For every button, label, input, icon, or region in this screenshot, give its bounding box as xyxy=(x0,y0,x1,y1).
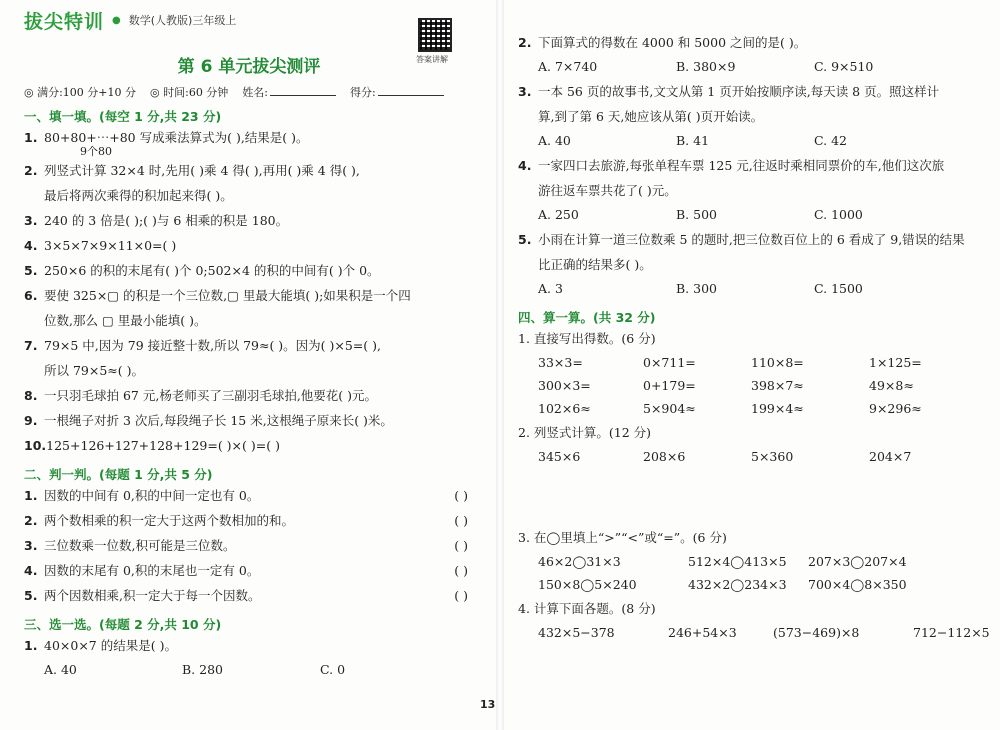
choose-options xyxy=(518,277,980,301)
question-text: 三位数乘一位数,积可能是三位数。 xyxy=(44,538,236,553)
judge-question xyxy=(24,508,474,533)
option-a[interactable]: A. 40 xyxy=(44,662,77,677)
question-number: 4. xyxy=(518,158,532,173)
question-text: 因数的末尾有 0,积的末尾也一定有 0。 xyxy=(44,563,260,578)
question-text: 下面算式的得数在 4000 和 5000 之间的是( )。 xyxy=(538,35,807,50)
vertical-calc-item[interactable]: 5×360 xyxy=(751,449,794,464)
brace-label: 9个80 xyxy=(80,145,112,158)
choose-options-1 xyxy=(24,658,474,682)
mixed-calc-item[interactable]: (573−469)×8 xyxy=(773,625,860,640)
question-text[interactable]: 80+80+⋯+80 写成乘法算式为( ),结果是( )。 xyxy=(44,130,309,145)
page-title: 第 6 单元拔尖测评 xyxy=(177,57,321,77)
question-text-cont: 算,到了第 6 天,她应该从第( )页开始读。 xyxy=(538,109,764,124)
mixed-calc-item[interactable]: 712−112×5 xyxy=(913,625,990,640)
choose-question xyxy=(518,79,980,129)
fill-question xyxy=(24,158,474,208)
question-number: 2. xyxy=(518,35,532,50)
page-number: 13 xyxy=(480,698,496,711)
choose-question xyxy=(518,227,980,277)
judge-question xyxy=(24,533,474,558)
fill-question xyxy=(24,233,474,258)
question-text: 两个因数相乘,积一定大于每一个因数。 xyxy=(44,588,261,603)
fill-question xyxy=(24,408,474,433)
direct-calc-grid xyxy=(518,351,980,420)
option[interactable]: A. 3 xyxy=(538,281,563,296)
question-text[interactable]: 79×5 中,因为 79 接近整十数,所以 79≈( )。因为( )×5=( ), xyxy=(44,338,382,353)
vertical-calc-grid xyxy=(518,445,980,525)
fill-questions xyxy=(24,125,474,458)
question-number: 2. xyxy=(24,513,38,528)
score-field[interactable]: 得分: xyxy=(350,84,444,100)
option[interactable]: C. 1000 xyxy=(814,207,863,222)
question-text-cont: 游往返车票共花了( )元。 xyxy=(538,183,677,198)
fill-question xyxy=(24,333,474,383)
question-text[interactable]: 3×5×7×9×11×0=( ) xyxy=(44,238,177,253)
brand-logo: 拔尖特训 xyxy=(24,10,105,33)
option[interactable]: C. 42 xyxy=(814,133,847,148)
judge-question xyxy=(24,483,474,508)
header xyxy=(24,8,474,32)
calc-q3-title: 3. 在◯里填上“>”“<”或“=”。(6 分) xyxy=(518,530,727,545)
name-field[interactable]: 姓名: xyxy=(242,84,336,100)
question-text: 小雨在计算一道三位数乘 5 的题时,把三位数百位上的 6 看成了 9,错误的结果 xyxy=(538,232,965,247)
question-text-cont[interactable]: 位数,那么 ▢ 里最小能填( )。 xyxy=(44,313,207,328)
fill-question xyxy=(24,258,474,283)
direct-calc-item[interactable]: 102×6≈ xyxy=(538,401,591,416)
question-text: 因数的中间有 0,积的中间一定也有 0。 xyxy=(44,488,260,503)
question-number: 4. xyxy=(24,563,38,578)
question-number: 5. xyxy=(518,232,532,247)
book-gutter xyxy=(496,0,504,730)
question-number: 5. xyxy=(24,588,38,603)
question-text: 一家四口去旅游,每张单程车票 125 元,往返时乘相同票价的车,他们这次旅 xyxy=(538,158,945,173)
question-text-cont[interactable]: 最后将两次乘得的积加起来得( )。 xyxy=(44,188,233,203)
option[interactable]: B. 300 xyxy=(676,281,717,296)
direct-calc-item[interactable]: 33×3= xyxy=(538,355,583,370)
direct-calc-item[interactable]: 110×8= xyxy=(751,355,804,370)
question-text: 一本 56 页的故事书,文文从第 1 页开始按顺序读,每天读 8 页。照这样计 xyxy=(538,84,940,99)
vertical-calc-item[interactable]: 345×6 xyxy=(538,449,581,464)
choose-options xyxy=(518,55,980,79)
question-number: 2. xyxy=(24,163,38,178)
answer-blank[interactable]: ( ) xyxy=(454,588,468,603)
answer-blank[interactable]: ( ) xyxy=(454,488,468,503)
option[interactable]: C. 1500 xyxy=(814,281,863,296)
fill-question xyxy=(24,383,474,408)
option-b[interactable]: B. 280 xyxy=(182,662,223,677)
book-subtitle: 数学(人教版)三年级上 xyxy=(128,14,237,27)
direct-calc-item[interactable]: 49×8≈ xyxy=(869,378,914,393)
question-number: 1. xyxy=(24,488,38,503)
dot-icon: ● xyxy=(112,14,121,26)
fill-question xyxy=(24,283,474,333)
question-number: 9. xyxy=(24,413,38,428)
option[interactable]: A. 7×740 xyxy=(538,59,598,74)
test-meta xyxy=(24,80,474,100)
choose-question-1: 1. 40×0×7 的结果是( )。 xyxy=(24,638,177,653)
answer-blank[interactable]: ( ) xyxy=(454,563,468,578)
section-choose: 三、选一选。(每题 2 分,共 10 分) xyxy=(24,617,222,632)
direct-calc-item[interactable]: 398×7≈ xyxy=(751,378,804,393)
option[interactable]: A. 250 xyxy=(538,207,579,222)
direct-calc-item[interactable]: 199×4≈ xyxy=(751,401,804,416)
compare-item[interactable]: 46×2◯31×3 xyxy=(538,554,621,569)
answer-blank[interactable]: ( ) xyxy=(454,513,468,528)
section-judge: 二、判一判。(每题 1 分,共 5 分) xyxy=(24,467,213,482)
direct-calc-item[interactable]: 0×711= xyxy=(643,355,696,370)
option[interactable]: B. 41 xyxy=(676,133,710,148)
option[interactable]: B. 380×9 xyxy=(676,59,736,74)
calc-q1-title: 1. 直接写出得数。(6 分) xyxy=(518,331,656,346)
direct-calc-item[interactable]: 5×904≈ xyxy=(643,401,696,416)
qr-label: 答案讲解 xyxy=(416,55,448,64)
choose-options xyxy=(518,129,980,153)
question-text[interactable]: 列竖式计算 32×4 时,先用( )乘 4 得( ),再用( )乘 4 得( ), xyxy=(44,163,360,178)
question-number: 6. xyxy=(24,288,38,303)
fill-question xyxy=(24,125,474,158)
calc-q2-title: 2. 列竖式计算。(12 分) xyxy=(518,425,652,440)
question-text[interactable]: 一根绳子对折 3 次后,每段绳子长 15 米,这根绳子原来长( )米。 xyxy=(44,413,393,428)
fill-question xyxy=(24,433,474,458)
answer-blank[interactable]: ( ) xyxy=(454,538,468,553)
vertical-calc-item[interactable]: 204×7 xyxy=(869,449,912,464)
right-page xyxy=(504,0,1000,645)
compare-item[interactable]: 700×4◯8×350 xyxy=(808,577,907,592)
mixed-calc-item[interactable]: 246+54×3 xyxy=(668,625,737,640)
compare-item[interactable]: 432×2◯234×3 xyxy=(688,577,787,592)
question-number: 7. xyxy=(24,338,38,353)
question-text[interactable]: 要使 325×▢ 的积是一个三位数,▢ 里最大能填( );如果积是一个四 xyxy=(44,288,411,303)
compare-item[interactable]: 207×3◯207×4 xyxy=(808,554,907,569)
qr-code-icon[interactable] xyxy=(418,18,452,52)
mixed-calc-item[interactable]: 432×5−378 xyxy=(538,625,615,640)
question-number: 8. xyxy=(24,388,38,403)
question-text[interactable]: 一只羽毛球拍 67 元,杨老师买了三副羽毛球拍,他要花( )元。 xyxy=(44,388,378,403)
left-page xyxy=(0,0,496,682)
vertical-calc-item[interactable]: 208×6 xyxy=(643,449,686,464)
compare-item[interactable]: 512×4◯413×5 xyxy=(688,554,787,569)
judge-questions xyxy=(24,483,474,608)
direct-calc-item[interactable]: 300×3= xyxy=(538,378,591,393)
judge-question xyxy=(24,558,474,583)
fill-question xyxy=(24,208,474,233)
question-number: 4. xyxy=(24,238,38,253)
question-text[interactable]: 250×6 的积的末尾有( )个 0;502×4 的积的中间有( )个 0。 xyxy=(44,263,380,278)
compare-item[interactable]: 150×8◯5×240 xyxy=(538,577,637,592)
calc-q4-title: 4. 计算下面各题。(8 分) xyxy=(518,601,656,616)
question-number: 10. xyxy=(24,438,47,453)
direct-calc-item[interactable]: 0+179= xyxy=(643,378,696,393)
compare-grid xyxy=(518,550,980,596)
question-number: 5. xyxy=(24,263,38,278)
question-text[interactable]: 240 的 3 倍是( );( )与 6 相乘的积是 180。 xyxy=(44,213,289,228)
direct-calc-item[interactable]: 9×296≈ xyxy=(869,401,922,416)
question-number: 3. xyxy=(518,84,532,99)
full-score: ◎ 满分:100 分+10 分 xyxy=(24,86,137,99)
option[interactable]: C. 9×510 xyxy=(814,59,874,74)
section-calc: 四、算一算。(共 32 分) xyxy=(518,310,656,325)
choose-questions xyxy=(518,30,980,301)
choose-question xyxy=(518,30,980,55)
option[interactable]: B. 500 xyxy=(676,207,717,222)
question-text-cont: 比正确的结果多( )。 xyxy=(538,257,652,272)
question-number: 1. xyxy=(24,130,38,145)
question-text-cont[interactable]: 所以 79×5≈( )。 xyxy=(44,363,145,378)
section-fill: 一、填一填。(每空 1 分,共 23 分) xyxy=(24,109,222,124)
question-number: 3. xyxy=(24,213,38,228)
question-text[interactable]: 125+126+127+128+129=( )×( )=( ) xyxy=(46,438,280,453)
choose-options xyxy=(518,203,980,227)
mixed-calc-grid xyxy=(518,621,990,645)
choose-question xyxy=(518,153,980,203)
question-text: 两个数相乘的积一定大于这两个数相加的和。 xyxy=(44,513,295,528)
question-number: 3. xyxy=(24,538,38,553)
direct-calc-item[interactable]: 1×125= xyxy=(869,355,922,370)
judge-question xyxy=(24,583,474,608)
option-c[interactable]: C. 0 xyxy=(320,662,346,677)
option[interactable]: A. 40 xyxy=(538,133,571,148)
time-limit: ◎ 时间:60 分钟 xyxy=(150,86,229,99)
